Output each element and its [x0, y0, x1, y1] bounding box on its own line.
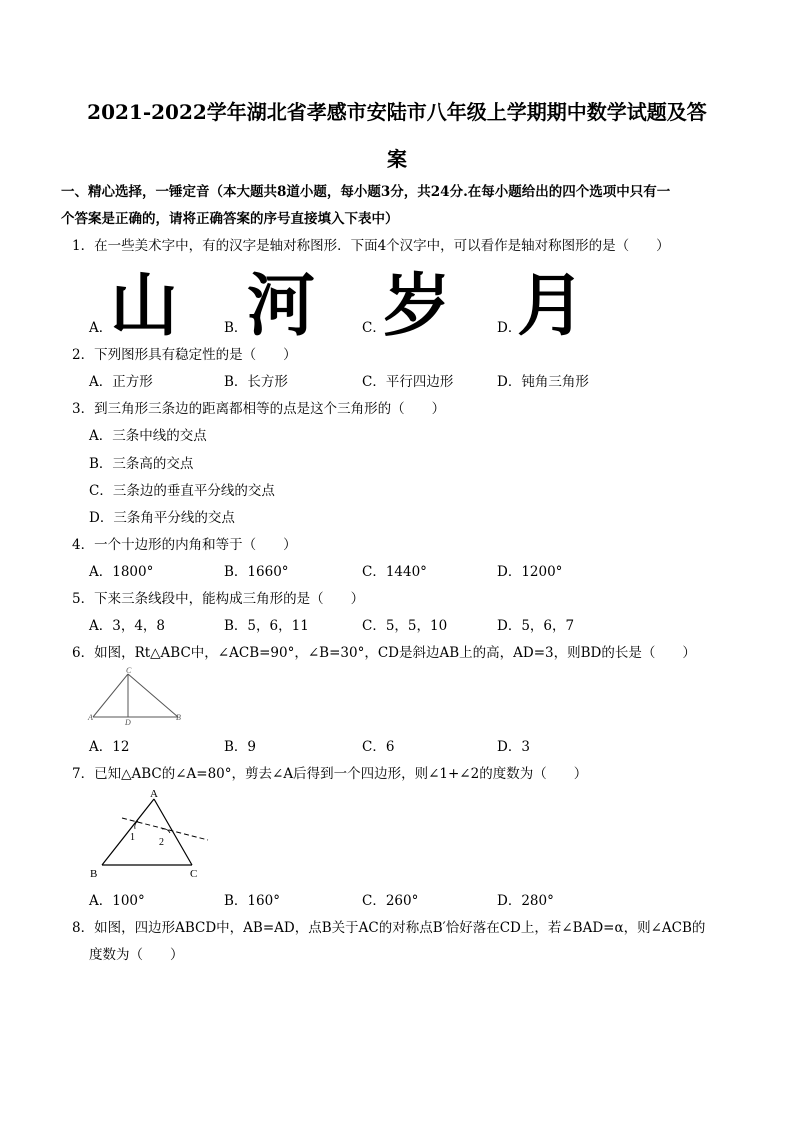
side-ac: [154, 799, 192, 865]
side-ab: [102, 799, 154, 865]
label-angle-1: 1: [130, 832, 135, 843]
q3-option-c: C．三条边的垂直平分线的交点: [89, 483, 275, 499]
q1-option-d: D．: [497, 320, 522, 336]
q1-option-c: C．: [362, 320, 386, 336]
q4-option-a: A．1800°: [89, 564, 154, 580]
label-a: A: [88, 713, 93, 722]
q5-option-a: A．3，4，8: [89, 618, 166, 634]
q7-option-a: A．100°: [89, 893, 145, 909]
q5-option-b: B．5，6，11: [224, 618, 309, 634]
q3-option-a: A．三条中线的交点: [89, 428, 207, 444]
q7-option-b: B．160°: [224, 893, 280, 909]
question-1-stem: 1．在一些美术字中，有的汉字是轴对称图形．下面4个汉字中，可以看作是轴对称图形的是（ ）: [72, 238, 670, 254]
q7-option-c: C．260°: [362, 893, 419, 909]
question-7-stem: 7．已知△ABC的∠A=80°，剪去∠A后得到一个四边形，则∠1+∠2的度数为（ ）: [72, 766, 588, 782]
segment-ac: [93, 674, 128, 717]
q3-option-b: B．三条高的交点: [89, 456, 194, 472]
q3-option-d: D．三条角平分线的交点: [89, 510, 235, 526]
question-3-stem: 3．到三角形三条边的距离都相等的点是这个三角形的（ ）: [72, 401, 446, 417]
q2-option-b: B．长方形: [224, 374, 288, 390]
question-6-stem: 6．如图，Rt△ABC中，∠ACB=90°，∠B=30°，CD是斜边AB上的高，AD=3，则BD的长是（ ）: [72, 645, 696, 661]
q1-option-b: B．: [224, 320, 248, 336]
label-vertex-c: C: [190, 868, 198, 880]
q6-option-b: B．9: [224, 739, 257, 755]
question-8-stem: 8．如图，四边形ABCD中，AB=AD，点B关于AC的对称点B′恰好落在CD上，若∠BAD=α，则∠ACB的: [72, 920, 706, 936]
q1-option-a: A．: [89, 320, 113, 336]
angle-2-arc: [162, 829, 170, 833]
q6-option-a: A．12: [89, 739, 130, 755]
q2-option-c: C．平行四边形: [362, 374, 454, 390]
page-title-continued: 案: [387, 147, 407, 171]
q6-option-c: C．6: [362, 739, 395, 755]
label-angle-2: 2: [159, 837, 164, 848]
q2-option-a: A．正方形: [89, 374, 153, 390]
q4-option-b: B．1660°: [224, 564, 289, 580]
question-5-stem: 5．下来三条线段中，能构成三角形的是（ ）: [72, 591, 365, 607]
option-a-character: 山: [110, 267, 179, 346]
question-4-stem: 4．一个十边形的内角和等于（ ）: [72, 537, 297, 553]
label-vertex-b: B: [90, 868, 98, 880]
q7-triangle-figure: [86, 785, 214, 883]
label-b: B: [176, 713, 181, 722]
label-vertex-a: A: [150, 788, 158, 800]
page-title: 2021-2022学年湖北省孝感市安陆市八年级上学期期中数学试题及答: [87, 100, 707, 124]
q2-option-d: D．钝角三角形: [497, 374, 589, 390]
q6-triangle-figure: [86, 666, 186, 726]
segment-cb: [128, 674, 178, 717]
section-heading-continued: 个答案是正确的，请将正确答案的序号直接填入下表中）: [61, 211, 399, 227]
q4-option-c: C．1440°: [362, 564, 427, 580]
q6-option-d: D．3: [497, 739, 530, 755]
question-8-stem-continued: 度数为（ ）: [89, 947, 184, 963]
option-d-character: 月: [517, 267, 586, 346]
q4-option-d: D．1200°: [497, 564, 563, 580]
label-d: D: [125, 718, 131, 726]
option-c-character: 岁: [383, 267, 452, 346]
q5-option-c: C．5，5，10: [362, 618, 448, 634]
question-2-stem: 2．下列图形具有稳定性的是（ ）: [72, 347, 297, 363]
q5-option-d: D．5，6，7: [497, 618, 575, 634]
option-b-character: 河: [247, 267, 316, 346]
q7-option-d: D．280°: [497, 893, 554, 909]
section-heading: 一、精心选择，一锤定音（本大题共8道小题，每小题3分，共24分.在每小题给出的四个选项中只有一: [61, 184, 671, 200]
label-c: C: [126, 666, 132, 675]
